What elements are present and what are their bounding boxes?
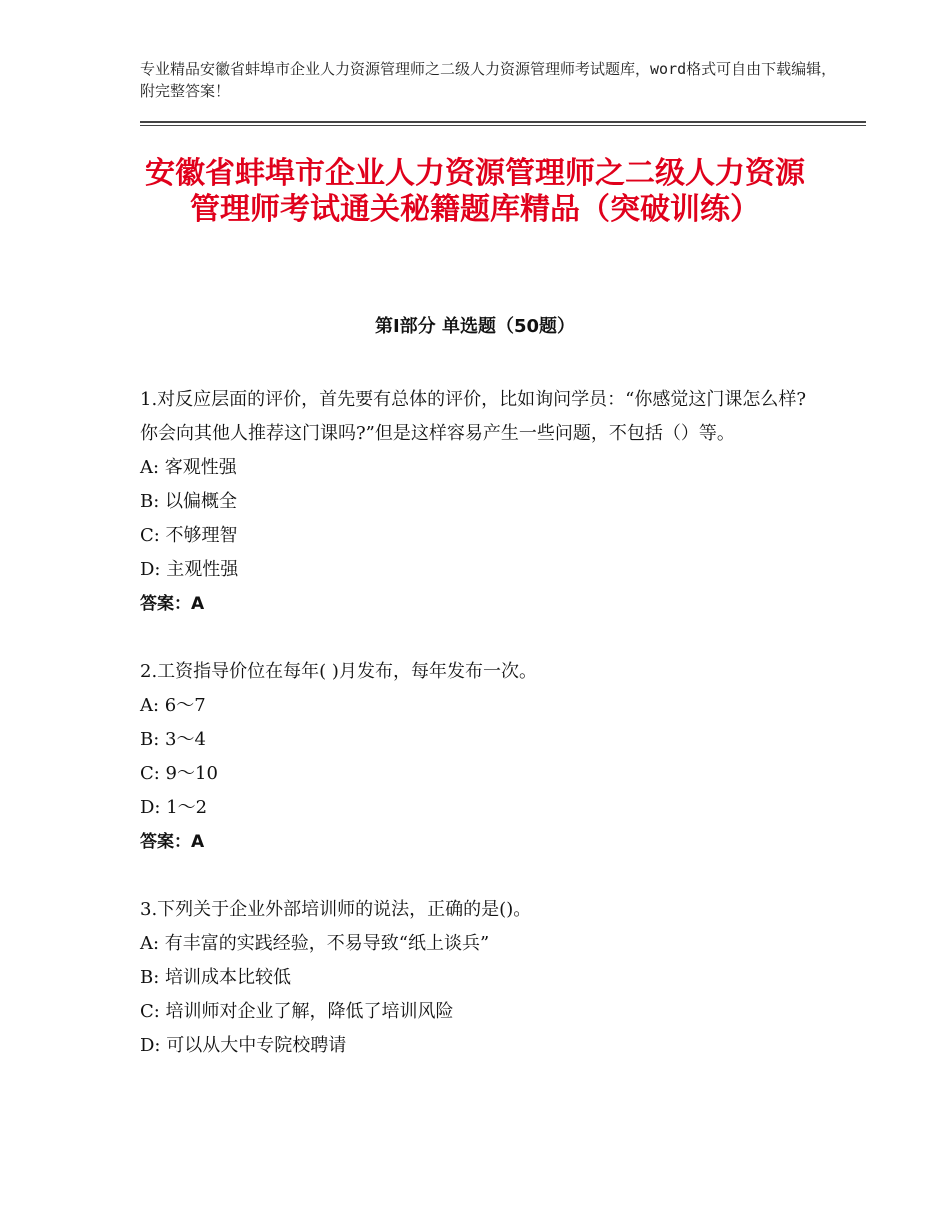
option-b: B: 3～4: [140, 729, 206, 750]
question-item: [140, 893, 810, 1063]
question-stem: 2.工资指导价位在每年( )月发布，每年发布一次。: [140, 661, 537, 682]
answer-line: 答案：A: [140, 832, 205, 852]
option-d: D: 可以从大中专院校聘请: [140, 1035, 347, 1056]
header-divider-thick: [140, 121, 866, 123]
question-stem: 1.对反应层面的评价，首先要有总体的评价，比如询问学员：“你感觉这门课怎么样?你会向其他人推荐这门课吗?”但是这样容易产生一些问题，不包括（）等。: [140, 389, 807, 444]
question-item: [140, 383, 810, 621]
answer-line: 答案：A: [140, 594, 205, 614]
option-c: C: 9～10: [140, 763, 218, 784]
option-d: D: 1～2: [140, 797, 208, 818]
header-divider-thin: [140, 125, 866, 126]
option-a: A: 有丰富的实践经验，不易导致“纸上谈兵”: [140, 933, 490, 954]
header-note: 专业精品安徽省蚌埠市企业人力资源管理师之二级人力资源管理师考试题库，word格式可自由下载编辑，附完整答案！: [140, 60, 837, 100]
option-c: C: 不够理智: [140, 525, 238, 546]
question-stem: 3.下列关于企业外部培训师的说法，正确的是()。: [140, 899, 532, 920]
option-a: A: 客观性强: [140, 457, 237, 478]
section-heading: 第Ⅰ部分 单选题（50题）: [374, 316, 575, 337]
option-c: C: 培训师对企业了解，降低了培训风险: [140, 1001, 454, 1022]
option-a: A: 6～7: [140, 695, 206, 716]
option-b: B: 培训成本比较低: [140, 967, 292, 988]
document-title: 安徽省蚌埠市企业人力资源管理师之二级人力资源管理师考试通关秘籍题库精品（突破训练）: [145, 156, 805, 227]
question-item: [140, 655, 810, 859]
option-d: D: 主观性强: [140, 559, 239, 580]
question-list: [140, 383, 810, 1097]
option-b: B: 以偏概全: [140, 491, 238, 512]
